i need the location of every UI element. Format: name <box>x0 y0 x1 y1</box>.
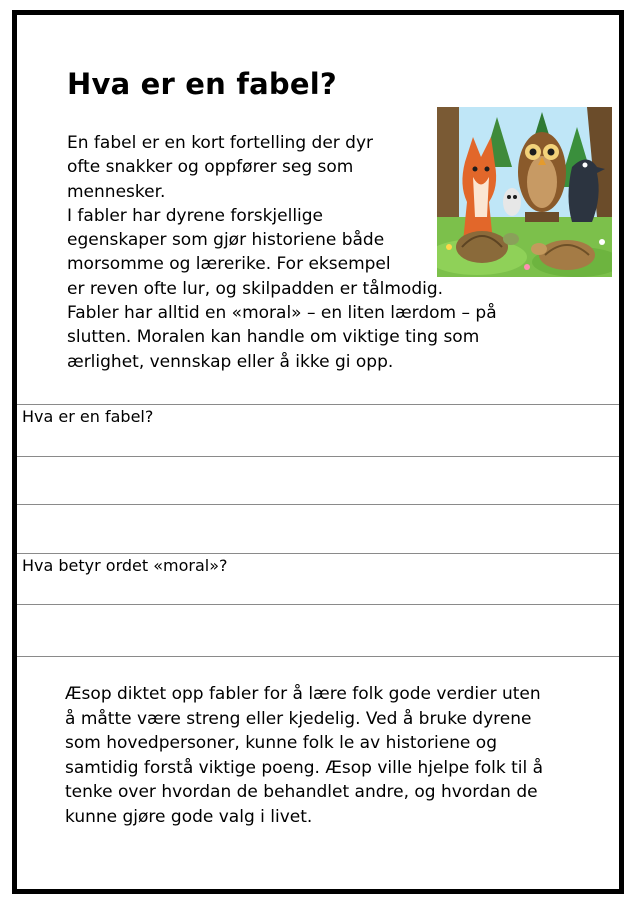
question-1-text: Hva er en fabel? <box>22 407 154 426</box>
outro-line: Æsop diktet opp fabler for å lære folk gode verdier uten <box>65 684 541 704</box>
intro-line: ærlighet, vennskap eller å ikke gi opp. <box>67 351 394 372</box>
outro-paragraph <box>65 682 585 829</box>
answer-line[interactable] <box>17 656 619 657</box>
worksheet-frame <box>12 10 624 894</box>
outro-line: som hovedpersoner, kunne folk le av historiene og <box>65 733 497 753</box>
intro-line: ofte snakker og oppfører seg som <box>67 157 354 178</box>
intro-line: I fabler har dyrene forskjellige <box>67 205 324 226</box>
answer-line[interactable] <box>17 456 619 457</box>
answer-line[interactable] <box>17 504 619 505</box>
page-title: Hva er en fabel? <box>67 67 337 101</box>
intro-paragraph <box>67 131 567 374</box>
question-2-text: Hva betyr ordet «moral»? <box>22 556 228 575</box>
question-row-divider <box>17 553 619 554</box>
intro-line: egenskaper som gjør historiene både <box>67 230 385 251</box>
intro-line: Fabler har alltid en «moral» – en liten lærdom – på <box>67 303 497 324</box>
intro-line: er reven ofte lur, og skilpadden er tålmodig. <box>67 278 444 299</box>
question-row-divider <box>17 404 619 405</box>
outro-line: tenke over hvordan de behandlet andre, og hvordan de <box>65 782 538 802</box>
answer-line[interactable] <box>17 604 619 605</box>
intro-line: morsomme og lærerike. For eksempel <box>67 254 391 275</box>
intro-line: En fabel er en kort fortelling der dyr <box>67 133 374 153</box>
outro-line: kunne gjøre gode valg i livet. <box>65 806 313 827</box>
outro-line: samtidig forstå viktige poeng. Æsop ville hjelpe folk til å <box>65 757 544 778</box>
intro-line: mennesker. <box>67 181 166 202</box>
intro-line: slutten. Moralen kan handle om viktige ting som <box>67 327 480 348</box>
outro-line: å måtte være streng eller kjedelig. Ved å bruke dyrene <box>65 708 532 729</box>
